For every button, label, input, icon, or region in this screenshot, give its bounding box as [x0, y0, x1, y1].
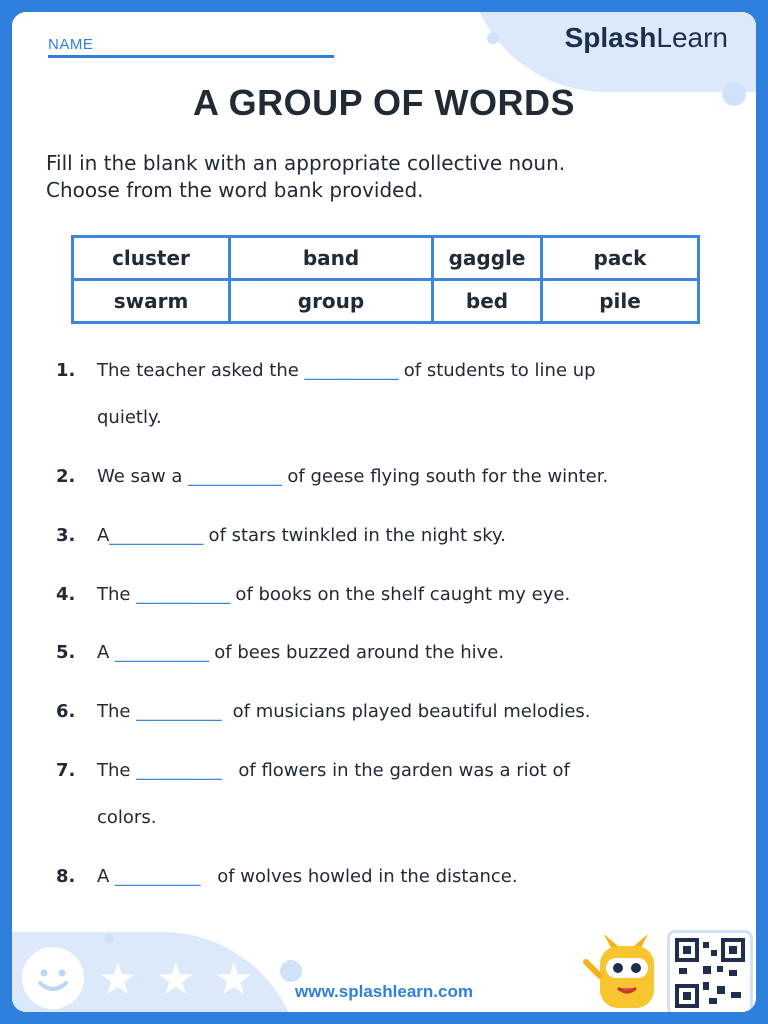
- splashlearn-logo: [565, 22, 728, 54]
- decorative-dot: [487, 32, 499, 44]
- answer-blank[interactable]: ___________: [188, 466, 282, 487]
- question-text-continued: colors.: [97, 807, 157, 828]
- answer-blank[interactable]: __________: [136, 760, 222, 781]
- instructions: [46, 150, 726, 204]
- question-text-after: of wolves howled in the distance.: [200, 866, 518, 887]
- question-text-before: The: [97, 584, 137, 605]
- word-bank-row: [73, 237, 699, 280]
- word-bank-row: [73, 280, 699, 323]
- question-text-before: The: [97, 701, 137, 722]
- question-text-before: A: [97, 525, 110, 546]
- question-text: [97, 866, 717, 887]
- question-text-after: of stars twinkled in the night sky.: [202, 525, 506, 546]
- question-text: [97, 525, 717, 546]
- question-text: [97, 466, 717, 487]
- qr-code-icon[interactable]: [667, 930, 753, 1012]
- question-number: 6.: [56, 701, 76, 722]
- question-text-after: of geese flying south for the winter.: [281, 466, 609, 487]
- question-number: 3.: [56, 525, 76, 546]
- question-text-before: A: [97, 642, 116, 663]
- mascot-icon: [582, 932, 672, 1012]
- brand-bold: Splash: [564, 22, 657, 53]
- footer-url[interactable]: www.splashlearn.com: [295, 982, 473, 1001]
- question-text-before: The: [97, 760, 137, 781]
- word-bank-cell: pile: [542, 280, 699, 323]
- word-bank-cell: band: [230, 237, 433, 280]
- answer-blank[interactable]: ___________: [109, 525, 203, 546]
- answer-blank[interactable]: __________: [136, 701, 222, 722]
- question-text: [97, 760, 717, 781]
- question-number: 1.: [56, 360, 76, 381]
- word-bank-cell: pack: [542, 237, 699, 280]
- name-label: NAME: [48, 36, 94, 53]
- answer-blank[interactable]: ___________: [304, 360, 399, 381]
- question-text-before: A: [97, 866, 116, 887]
- word-bank-cell: swarm: [73, 280, 230, 323]
- decorative-dot: [104, 934, 114, 944]
- question-number: 2.: [56, 466, 76, 487]
- star-icon: ★: [156, 954, 196, 1005]
- name-field[interactable]: [48, 34, 334, 58]
- word-bank-table: [71, 235, 700, 324]
- answer-blank[interactable]: ___________: [115, 642, 209, 663]
- word-bank-cell: group: [230, 280, 433, 323]
- star-icon: ★: [214, 954, 254, 1005]
- question-text-after: of books on the shelf caught my eye.: [229, 584, 571, 605]
- question-number: 5.: [56, 642, 76, 663]
- question-number: 8.: [56, 866, 76, 887]
- question-number: 7.: [56, 760, 76, 781]
- brand-light: Learn: [656, 22, 728, 53]
- answer-blank[interactable]: ___________: [136, 584, 230, 605]
- word-bank-cell: cluster: [73, 237, 230, 280]
- page-title: A GROUP OF WORDS: [192, 82, 575, 123]
- decorative-dot: [280, 960, 302, 982]
- answer-blank[interactable]: __________: [115, 866, 201, 887]
- question-text-before: We saw a: [97, 466, 189, 487]
- worksheet: [12, 12, 756, 1012]
- question-text-after: of students to line up: [398, 360, 596, 381]
- instructions-line-1: Fill in the blank with an appropriate collective noun.: [46, 151, 566, 175]
- question-text: [97, 360, 717, 381]
- word-bank-cell: gaggle: [433, 237, 542, 280]
- question-number: 4.: [56, 584, 76, 605]
- question-text: [97, 584, 717, 605]
- star-icon: ★: [98, 954, 138, 1005]
- question-text-after: of bees buzzed around the hive.: [208, 642, 505, 663]
- word-bank-cell: bed: [433, 280, 542, 323]
- instructions-line-2: Choose from the word bank provided.: [46, 178, 424, 202]
- question-text: [97, 642, 717, 663]
- question-text-after: of flowers in the garden was a riot of: [221, 760, 570, 781]
- question-text-continued: quietly.: [97, 407, 162, 428]
- question-text: [97, 701, 717, 722]
- question-text-before: The teacher asked the: [97, 360, 305, 381]
- question-text-after: of musicians played beautiful melodies.: [221, 701, 591, 722]
